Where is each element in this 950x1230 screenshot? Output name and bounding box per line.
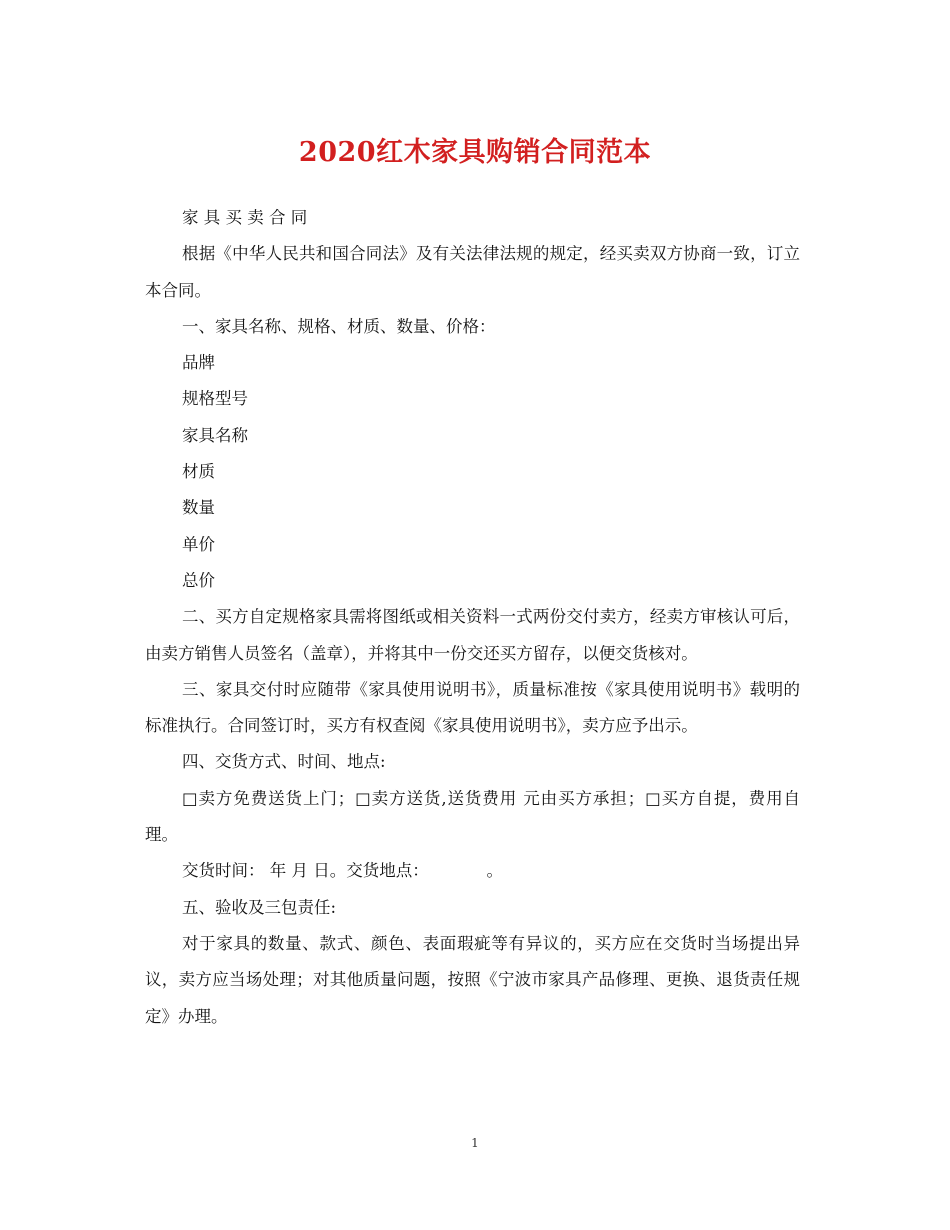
section-1-heading: 一、家具名称、规格、材质、数量、价格： <box>182 316 496 336</box>
section-3-paragraph: 三、家具交付时应随带《家具使用说明书》，质量标准按《家具使用说明书》载明的标准执行。合同签订时，买方有权查阅《家具使用说明书》，卖方应予出示。 <box>145 679 800 736</box>
field-furniture-name: 家具名称 <box>182 425 248 445</box>
section-2-paragraph: 二、买方自定规格家具需将图纸或相关资料一式两份交付卖方，经卖方审核认可后，由卖方销售人员签名（盖章），并将其中一份交还买方留存，以便交货核对。 <box>145 607 800 663</box>
section-5-heading: 五、验收及三包责任: <box>182 897 337 917</box>
section-5-paragraph: 对于家具的数量、款式、颜色、表面瑕疵等有异议的，买方应在交货时当场提出异议，卖方应当场处理；对其他质量问题，按照《宁波市家具产品修理、更换、退货责任规定》办理。 <box>145 933 800 1026</box>
document-title: 2020红木家具购销合同范本 <box>298 137 652 168</box>
delivery-options: □卖方免费送货上门；□卖方送货,送货费用 元由买方承担；□买方自提，费用自理。 <box>145 788 800 845</box>
field-total-price: 总价 <box>182 570 215 590</box>
contract-heading: 家 具 买 卖 合 同 <box>182 208 308 227</box>
field-material: 材质 <box>182 462 215 482</box>
section-4-heading: 四、交货方式、时间、地点: <box>182 752 386 772</box>
page-number: 1 <box>471 1136 479 1150</box>
document-body <box>145 200 800 1035</box>
field-unit-price: 单价 <box>182 534 215 554</box>
field-quantity: 数量 <box>182 498 215 518</box>
field-model: 规格型号 <box>182 389 248 409</box>
field-brand: 品牌 <box>182 353 215 373</box>
paragraph-preamble: 根据《中华人民共和国合同法》及有关法律法规的规定，经买卖双方协商一致，订立本合同。 <box>145 244 800 300</box>
delivery-time-place: 交货时间： 年 月 日。交货地点： 。 <box>182 861 503 881</box>
